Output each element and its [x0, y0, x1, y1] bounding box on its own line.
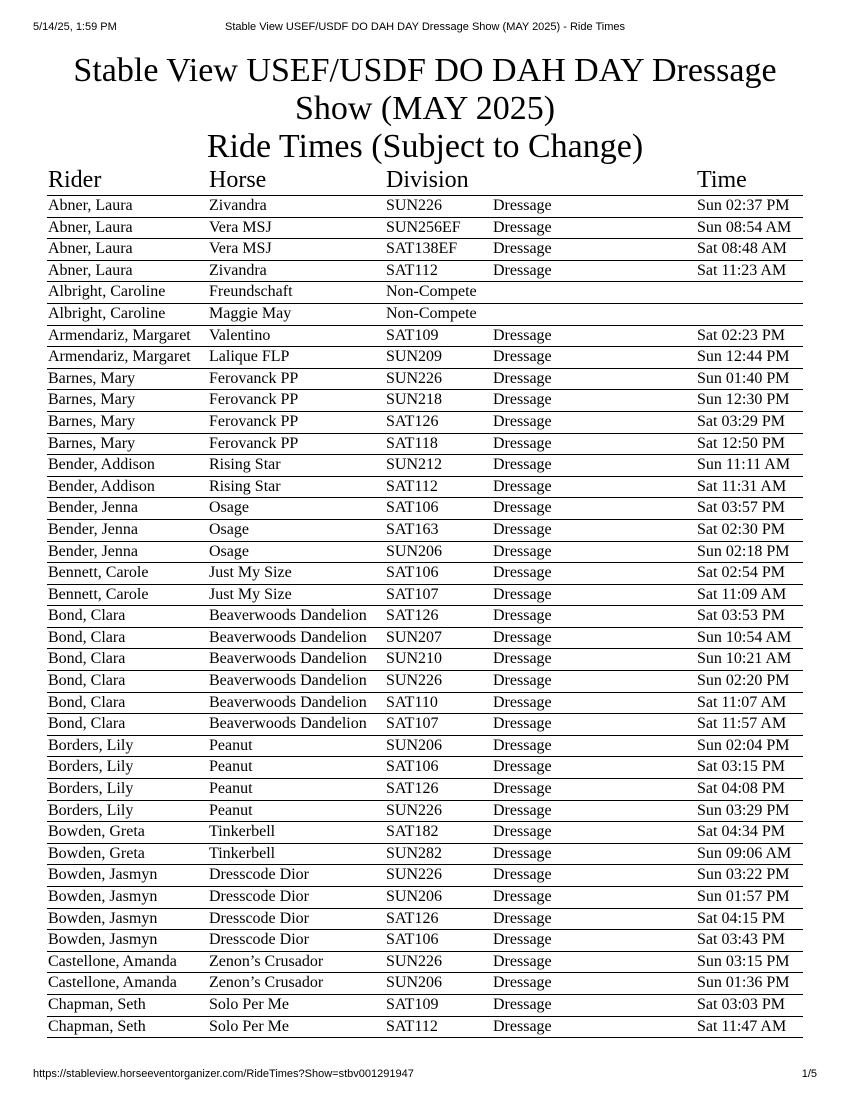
table-row [47, 563, 803, 585]
division-cell: SAT138EF [385, 239, 492, 261]
horse-cell: Peanut [208, 757, 385, 779]
time-cell [696, 303, 803, 325]
time-cell: Sun 03:22 PM [696, 865, 803, 887]
rider-cell: Barnes, Mary [47, 433, 208, 455]
rider-cell: Bender, Jenna [47, 541, 208, 563]
division-cell: SUN226 [385, 951, 492, 973]
division-cell: SAT112 [385, 260, 492, 282]
type-cell: Dressage [492, 584, 696, 606]
horse-cell: Vera MSJ [208, 217, 385, 239]
time-cell: Sat 11:31 AM [696, 476, 803, 498]
page-title-line-2: Show (MAY 2025) [294, 90, 556, 127]
horse-cell: Beaverwoods Dandelion [208, 714, 385, 736]
division-cell: SAT126 [385, 908, 492, 930]
column-header-division: Division [385, 165, 492, 196]
table-row [47, 843, 803, 865]
column-header-type [492, 165, 696, 196]
time-cell: Sat 11:57 AM [696, 714, 803, 736]
page-title-line-1: Stable View USEF/USDF DO DAH DAY Dressage [73, 52, 777, 89]
type-cell: Dressage [492, 779, 696, 801]
table-row [47, 627, 803, 649]
division-cell: SUN206 [385, 735, 492, 757]
horse-cell: Zenon’s Crusador [208, 973, 385, 995]
rider-cell: Bowden, Jasmyn [47, 930, 208, 952]
rider-cell: Bender, Addison [47, 476, 208, 498]
division-cell: Non-Compete [385, 303, 492, 325]
type-cell: Dressage [492, 843, 696, 865]
horse-cell: Beaverwoods Dandelion [208, 606, 385, 628]
division-cell: SUN226 [385, 800, 492, 822]
division-cell: SUN206 [385, 973, 492, 995]
time-cell: Sun 01:40 PM [696, 368, 803, 390]
table-row [47, 973, 803, 995]
rider-cell: Barnes, Mary [47, 390, 208, 412]
table-row [47, 930, 803, 952]
time-cell: Sun 11:11 AM [696, 455, 803, 477]
table-row [47, 411, 803, 433]
type-cell: Dressage [492, 411, 696, 433]
table-row [47, 476, 803, 498]
horse-cell: Peanut [208, 800, 385, 822]
division-cell: SAT106 [385, 757, 492, 779]
rider-cell: Castellone, Amanda [47, 973, 208, 995]
type-cell: Dressage [492, 800, 696, 822]
type-cell: Dressage [492, 930, 696, 952]
time-cell: Sun 09:06 AM [696, 843, 803, 865]
time-cell: Sat 02:30 PM [696, 519, 803, 541]
horse-cell: Zenon’s Crusador [208, 951, 385, 973]
time-cell: Sat 12:50 PM [696, 433, 803, 455]
rider-cell: Bond, Clara [47, 606, 208, 628]
type-cell: Dressage [492, 368, 696, 390]
table-row [47, 368, 803, 390]
division-cell: SUN256EF [385, 217, 492, 239]
ride-times-table [47, 165, 803, 1038]
rider-cell: Bowden, Greta [47, 822, 208, 844]
division-cell: SAT110 [385, 692, 492, 714]
table-row [47, 433, 803, 455]
rider-cell: Bowden, Jasmyn [47, 865, 208, 887]
time-cell: Sun 03:15 PM [696, 951, 803, 973]
division-cell: SAT126 [385, 779, 492, 801]
division-cell: SAT106 [385, 930, 492, 952]
table-row [47, 455, 803, 477]
horse-cell: Beaverwoods Dandelion [208, 649, 385, 671]
division-cell: SUN210 [385, 649, 492, 671]
print-datetime: 5/14/25, 1:59 PM [33, 21, 117, 33]
type-cell: Dressage [492, 390, 696, 412]
table-row [47, 671, 803, 693]
division-cell: SAT182 [385, 822, 492, 844]
type-cell: Dressage [492, 671, 696, 693]
type-cell: Dressage [492, 735, 696, 757]
table-row [47, 606, 803, 628]
horse-cell: Dresscode Dior [208, 865, 385, 887]
horse-cell: Dresscode Dior [208, 908, 385, 930]
type-cell: Dressage [492, 433, 696, 455]
print-header [33, 20, 817, 34]
print-url: https://stableview.horseeventorganizer.com/RideTimes?Show=stbv001291947 [33, 1068, 414, 1080]
column-header-horse: Horse [208, 165, 385, 196]
column-header-time: Time [696, 165, 803, 196]
table-row [47, 822, 803, 844]
horse-cell: Rising Star [208, 455, 385, 477]
type-cell: Dressage [492, 196, 696, 218]
horse-cell: Vera MSJ [208, 239, 385, 261]
time-cell: Sun 02:37 PM [696, 196, 803, 218]
time-cell: Sun 12:30 PM [696, 390, 803, 412]
rider-cell: Bennett, Carole [47, 584, 208, 606]
table-row [47, 325, 803, 347]
type-cell: Dressage [492, 347, 696, 369]
horse-cell: Beaverwoods Dandelion [208, 627, 385, 649]
table-row [47, 714, 803, 736]
time-cell: Sat 04:34 PM [696, 822, 803, 844]
page-title [0, 52, 850, 166]
horse-cell: Osage [208, 541, 385, 563]
rider-cell: Bender, Addison [47, 455, 208, 477]
division-cell: SAT109 [385, 325, 492, 347]
division-cell: SUN209 [385, 347, 492, 369]
table-row [47, 347, 803, 369]
type-cell: Dressage [492, 217, 696, 239]
time-cell: Sat 03:57 PM [696, 498, 803, 520]
horse-cell: Solo Per Me [208, 994, 385, 1016]
division-cell: Non-Compete [385, 282, 492, 304]
division-cell: SUN282 [385, 843, 492, 865]
time-cell: Sun 02:18 PM [696, 541, 803, 563]
horse-cell: Tinkerbell [208, 843, 385, 865]
print-page-title: Stable View USEF/USDF DO DAH DAY Dressage Show (MAY 2025) - Ride Times [224, 21, 625, 33]
table-row [47, 584, 803, 606]
division-cell: SAT112 [385, 476, 492, 498]
type-cell: Dressage [492, 822, 696, 844]
horse-cell: Peanut [208, 779, 385, 801]
type-cell: Dressage [492, 994, 696, 1016]
horse-cell: Valentino [208, 325, 385, 347]
table-header-row [47, 165, 803, 196]
rider-cell: Abner, Laura [47, 260, 208, 282]
division-cell: SUN226 [385, 196, 492, 218]
horse-cell: Ferovanck PP [208, 390, 385, 412]
table-row [47, 303, 803, 325]
time-cell [696, 282, 803, 304]
horse-cell: Dresscode Dior [208, 887, 385, 909]
type-cell: Dressage [492, 908, 696, 930]
time-cell: Sun 12:44 PM [696, 347, 803, 369]
time-cell: Sat 03:43 PM [696, 930, 803, 952]
type-cell [492, 303, 696, 325]
division-cell: SAT106 [385, 498, 492, 520]
rider-cell: Abner, Laura [47, 239, 208, 261]
time-cell: Sat 11:23 AM [696, 260, 803, 282]
rider-cell: Barnes, Mary [47, 411, 208, 433]
rider-cell: Bender, Jenna [47, 519, 208, 541]
type-cell: Dressage [492, 260, 696, 282]
rider-cell: Armendariz, Margaret [47, 347, 208, 369]
horse-cell: Osage [208, 519, 385, 541]
rider-cell: Bond, Clara [47, 714, 208, 736]
horse-cell: Just My Size [208, 584, 385, 606]
type-cell [492, 282, 696, 304]
table-row [47, 390, 803, 412]
division-cell: SUN226 [385, 865, 492, 887]
time-cell: Sun 01:36 PM [696, 973, 803, 995]
time-cell: Sun 08:54 AM [696, 217, 803, 239]
time-cell: Sat 11:47 AM [696, 1016, 803, 1038]
rider-cell: Borders, Lily [47, 800, 208, 822]
time-cell: Sat 03:15 PM [696, 757, 803, 779]
time-cell: Sun 03:29 PM [696, 800, 803, 822]
time-cell: Sun 02:04 PM [696, 735, 803, 757]
time-cell: Sat 02:54 PM [696, 563, 803, 585]
type-cell: Dressage [492, 649, 696, 671]
horse-cell: Ferovanck PP [208, 368, 385, 390]
division-cell: SAT106 [385, 563, 492, 585]
time-cell: Sat 08:48 AM [696, 239, 803, 261]
page-title-line-3: Ride Times (Subject to Change) [206, 128, 644, 165]
time-cell: Sat 02:23 PM [696, 325, 803, 347]
horse-cell: Maggie May [208, 303, 385, 325]
type-cell: Dressage [492, 325, 696, 347]
rider-cell: Abner, Laura [47, 217, 208, 239]
table-row [47, 498, 803, 520]
rider-cell: Armendariz, Margaret [47, 325, 208, 347]
table-row [47, 196, 803, 218]
rider-cell: Bond, Clara [47, 649, 208, 671]
horse-cell: Ferovanck PP [208, 433, 385, 455]
rider-cell: Chapman, Seth [47, 1016, 208, 1038]
table-row [47, 1016, 803, 1038]
time-cell: Sat 04:08 PM [696, 779, 803, 801]
division-cell: SUN226 [385, 671, 492, 693]
time-cell: Sat 03:03 PM [696, 994, 803, 1016]
rider-cell: Bowden, Jasmyn [47, 887, 208, 909]
table-row [47, 951, 803, 973]
horse-cell: Solo Per Me [208, 1016, 385, 1038]
type-cell: Dressage [492, 865, 696, 887]
time-cell: Sat 03:53 PM [696, 606, 803, 628]
rider-cell: Borders, Lily [47, 735, 208, 757]
horse-cell: Peanut [208, 735, 385, 757]
table-row [47, 217, 803, 239]
division-cell: SAT109 [385, 994, 492, 1016]
rider-cell: Castellone, Amanda [47, 951, 208, 973]
rider-cell: Bennett, Carole [47, 563, 208, 585]
table-row [47, 692, 803, 714]
division-cell: SAT107 [385, 584, 492, 606]
type-cell: Dressage [492, 951, 696, 973]
division-cell: SUN206 [385, 887, 492, 909]
type-cell: Dressage [492, 757, 696, 779]
column-header-rider: Rider [47, 165, 208, 196]
horse-cell: Osage [208, 498, 385, 520]
horse-cell: Zivandra [208, 260, 385, 282]
table-row [47, 994, 803, 1016]
print-footer [33, 1067, 817, 1081]
horse-cell: Freundschaft [208, 282, 385, 304]
print-page-number: 1/5 [801, 1068, 817, 1080]
time-cell: Sat 11:09 AM [696, 584, 803, 606]
division-cell: SAT126 [385, 411, 492, 433]
table-row [47, 865, 803, 887]
table-row [47, 519, 803, 541]
type-cell: Dressage [492, 498, 696, 520]
horse-cell: Zivandra [208, 196, 385, 218]
division-cell: SAT112 [385, 1016, 492, 1038]
table-row [47, 260, 803, 282]
type-cell: Dressage [492, 627, 696, 649]
division-cell: SUN218 [385, 390, 492, 412]
type-cell: Dressage [492, 714, 696, 736]
type-cell: Dressage [492, 887, 696, 909]
division-cell: SUN226 [385, 368, 492, 390]
rider-cell: Borders, Lily [47, 757, 208, 779]
horse-cell: Dresscode Dior [208, 930, 385, 952]
horse-cell: Rising Star [208, 476, 385, 498]
table-row [47, 908, 803, 930]
table-row [47, 239, 803, 261]
time-cell: Sun 10:54 AM [696, 627, 803, 649]
type-cell: Dressage [492, 476, 696, 498]
type-cell: Dressage [492, 455, 696, 477]
horse-cell: Just My Size [208, 563, 385, 585]
rider-cell: Bowden, Jasmyn [47, 908, 208, 930]
horse-cell: Tinkerbell [208, 822, 385, 844]
table-row [47, 800, 803, 822]
division-cell: SUN207 [385, 627, 492, 649]
division-cell: SUN206 [385, 541, 492, 563]
rider-cell: Borders, Lily [47, 779, 208, 801]
division-cell: SAT126 [385, 606, 492, 628]
type-cell: Dressage [492, 1016, 696, 1038]
rider-cell: Bowden, Greta [47, 843, 208, 865]
table-body [47, 196, 803, 1038]
division-cell: SAT163 [385, 519, 492, 541]
table-row [47, 541, 803, 563]
type-cell: Dressage [492, 239, 696, 261]
type-cell: Dressage [492, 519, 696, 541]
table-row [47, 887, 803, 909]
time-cell: Sun 02:20 PM [696, 671, 803, 693]
rider-cell: Albright, Caroline [47, 303, 208, 325]
rider-cell: Barnes, Mary [47, 368, 208, 390]
type-cell: Dressage [492, 973, 696, 995]
rider-cell: Abner, Laura [47, 196, 208, 218]
division-cell: SUN212 [385, 455, 492, 477]
rider-cell: Albright, Caroline [47, 282, 208, 304]
time-cell: Sun 10:21 AM [696, 649, 803, 671]
time-cell: Sat 04:15 PM [696, 908, 803, 930]
rider-cell: Chapman, Seth [47, 994, 208, 1016]
horse-cell: Lalique FLP [208, 347, 385, 369]
type-cell: Dressage [492, 563, 696, 585]
time-cell: Sun 01:57 PM [696, 887, 803, 909]
rider-cell: Bond, Clara [47, 627, 208, 649]
table-row [47, 757, 803, 779]
rider-cell: Bond, Clara [47, 692, 208, 714]
division-cell: SAT107 [385, 714, 492, 736]
time-cell: Sat 03:29 PM [696, 411, 803, 433]
time-cell: Sat 11:07 AM [696, 692, 803, 714]
rider-cell: Bender, Jenna [47, 498, 208, 520]
type-cell: Dressage [492, 692, 696, 714]
type-cell: Dressage [492, 541, 696, 563]
rider-cell: Bond, Clara [47, 671, 208, 693]
horse-cell: Beaverwoods Dandelion [208, 692, 385, 714]
table-row [47, 779, 803, 801]
division-cell: SAT118 [385, 433, 492, 455]
horse-cell: Beaverwoods Dandelion [208, 671, 385, 693]
table-row [47, 649, 803, 671]
table-row [47, 282, 803, 304]
horse-cell: Ferovanck PP [208, 411, 385, 433]
table-row [47, 735, 803, 757]
type-cell: Dressage [492, 606, 696, 628]
